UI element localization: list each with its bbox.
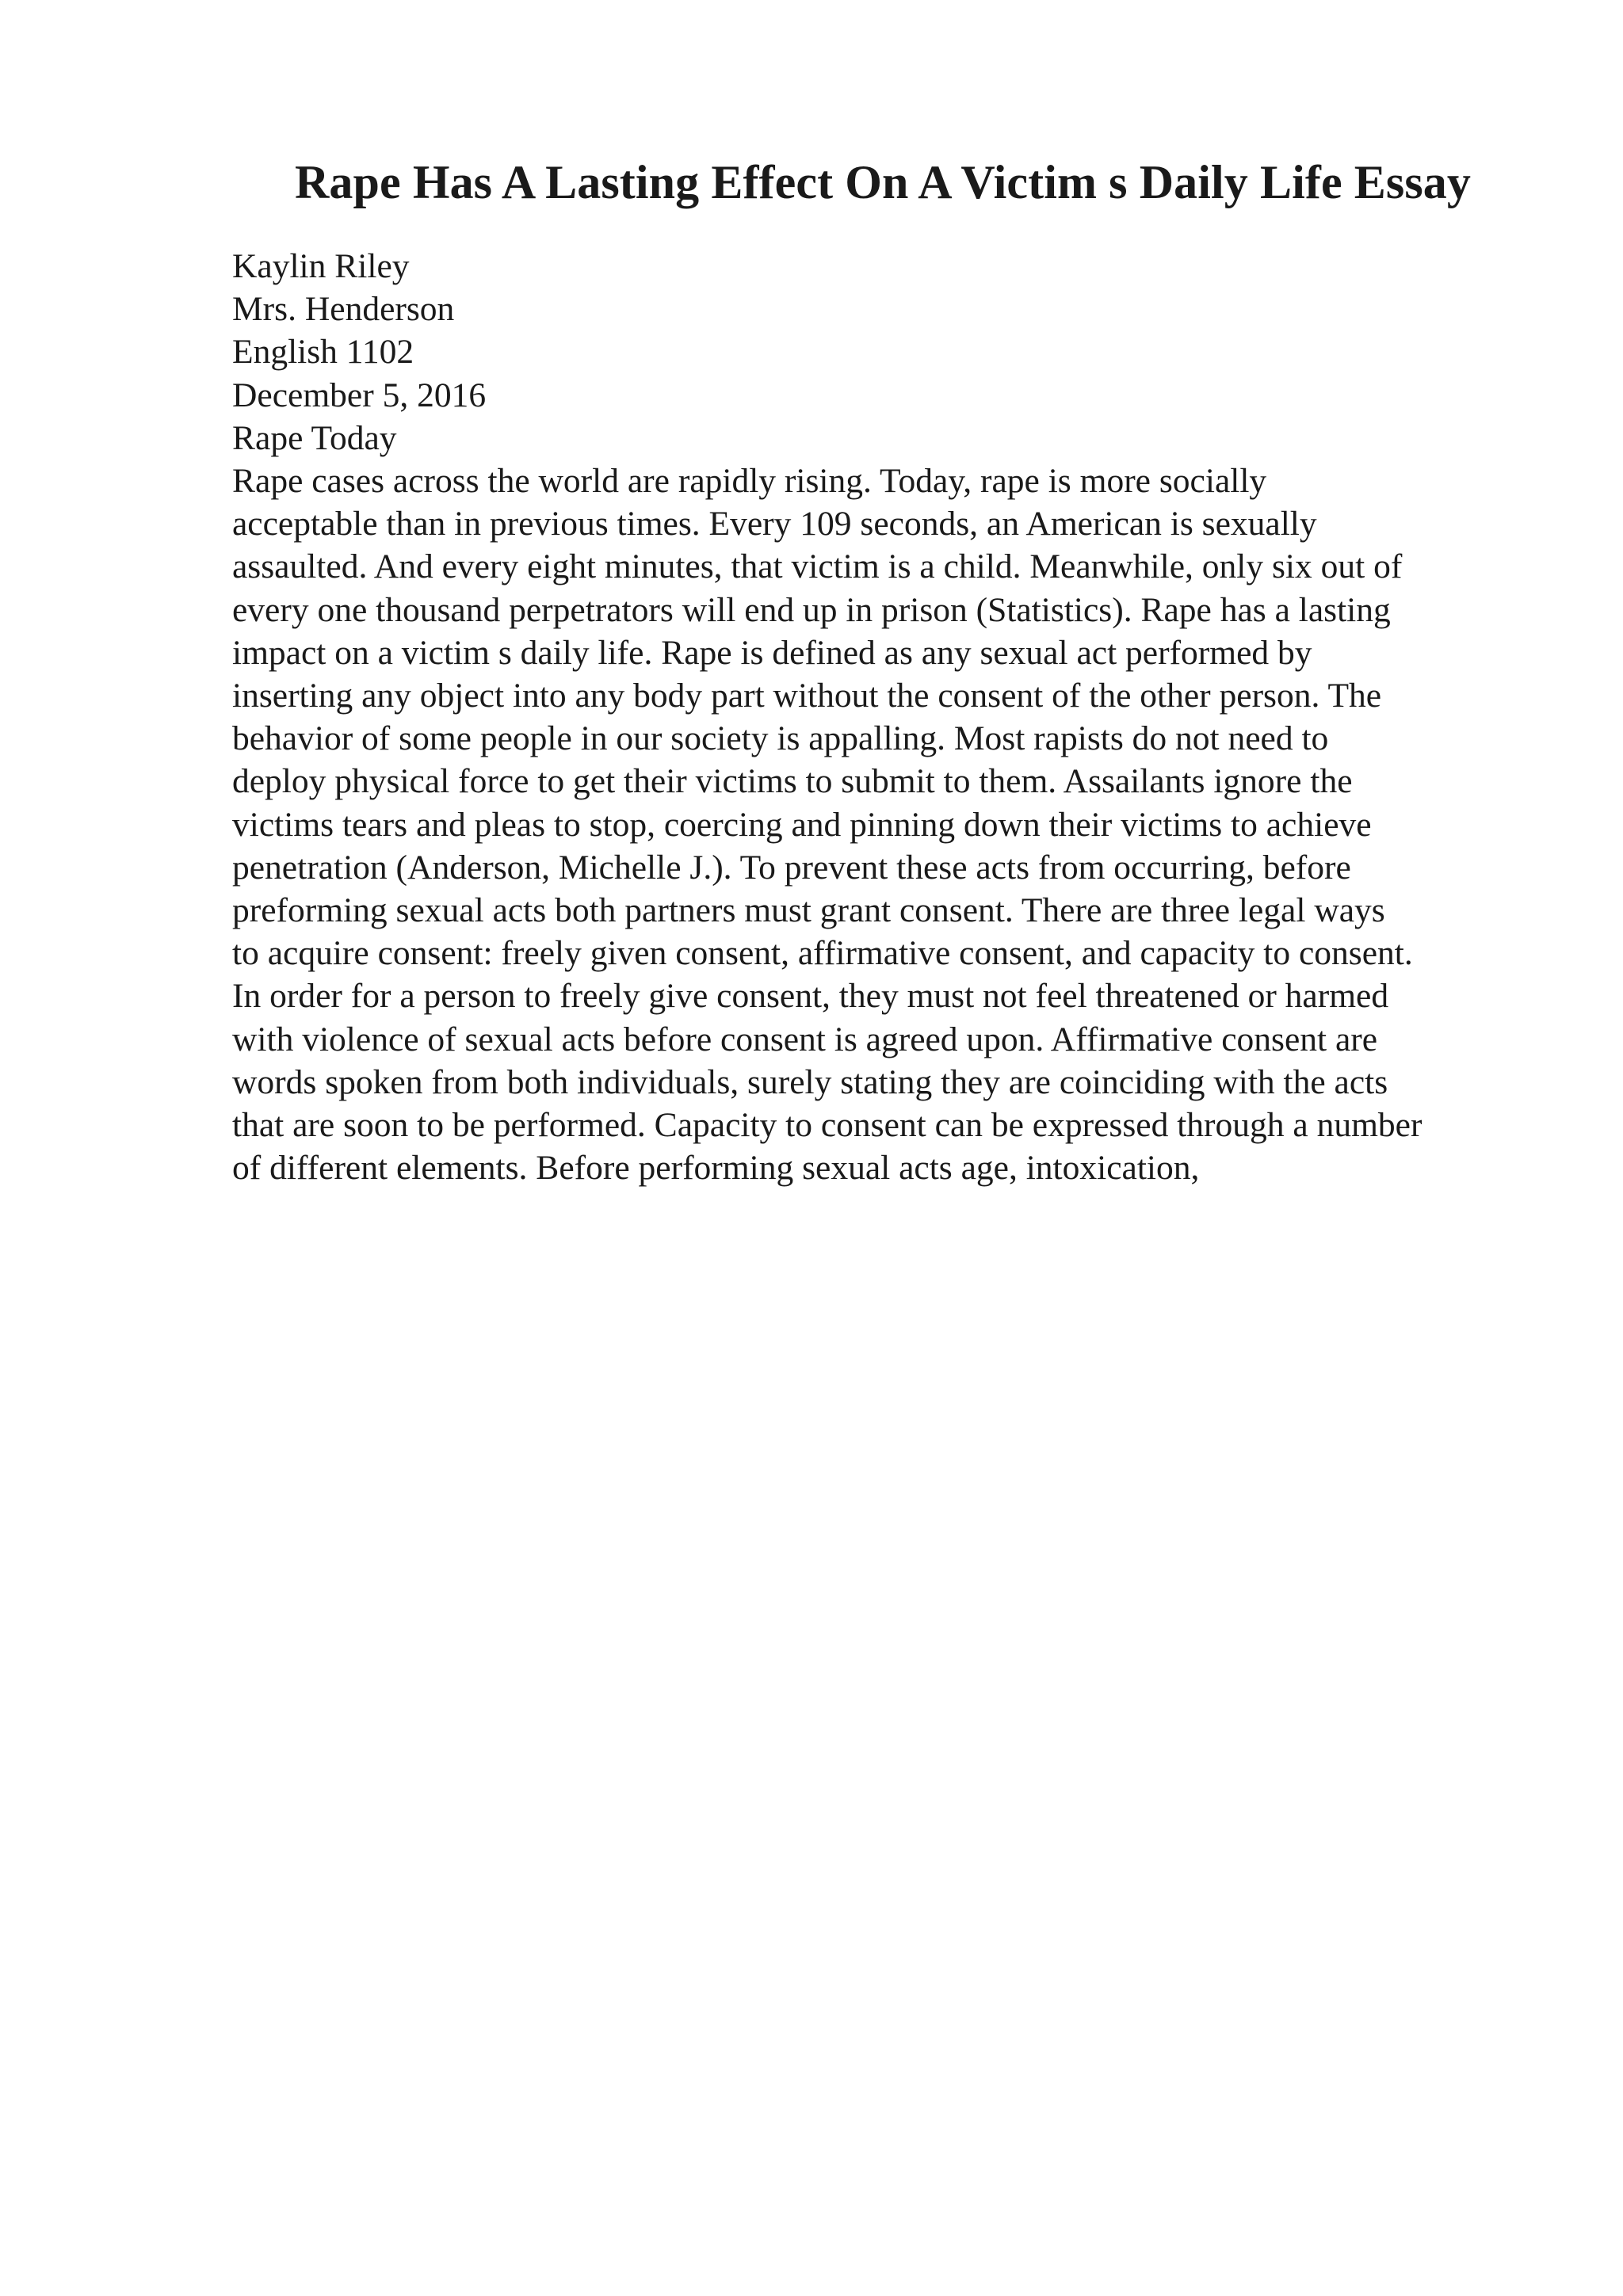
- body-line: inserting any object into any body part without the consent of the other person. The: [232, 677, 1382, 715]
- body-line: to acquire consent: freely given consent, affirmative consent, and capacity to consent.: [232, 934, 1413, 973]
- body-line: of different elements. Before performing sexual acts age, intoxication,: [232, 1149, 1200, 1188]
- body-line: acceptable than in previous times. Every 109 seconds, an American is sexually: [232, 505, 1317, 543]
- body-line: assaulted. And every eight minutes, that victim is a child. Meanwhile, only six out of: [232, 547, 1403, 586]
- instructor-line: Mrs. Henderson: [232, 290, 455, 329]
- body-line: behavior of some people in our society is appalling. Most rapists do not need to: [232, 719, 1329, 758]
- body-line: words spoken from both individuals, surely stating they are coinciding with the acts: [232, 1062, 1388, 1101]
- body-line: deploy physical force to get their victims to submit to them. Assailants ignore the: [232, 762, 1353, 801]
- course-line: English 1102: [232, 333, 414, 372]
- body-line: every one thousand perpetrators will end up in prison (Statistics). Rape has a lasting: [232, 590, 1391, 629]
- document-title: Rape Has A Lasting Effect On A Victim s Daily Life Essay: [294, 156, 1471, 208]
- body-line: with violence of sexual acts before consent is agreed upon. Affirmative consent are: [232, 1020, 1378, 1058]
- body-line: impact on a victim s daily life. Rape is defined as any sexual act performed by: [232, 633, 1312, 672]
- body-line: that are soon to be performed. Capacity to consent can be expressed through a number: [232, 1106, 1423, 1145]
- essay-title-line: Rape Today: [232, 418, 397, 457]
- body-line: penetration (Anderson, Michelle J.). To prevent these acts from occurring, before: [232, 848, 1351, 887]
- body-line: In order for a person to freely give consent, they must not feel threatened or harmed: [232, 977, 1389, 1016]
- document-body: [232, 245, 1532, 1189]
- date-line: December 5, 2016: [232, 376, 487, 414]
- body-line: preforming sexual acts both partners must grant consent. There are three legal ways: [232, 891, 1385, 930]
- body-line: victims tears and pleas to stop, coercing and pinning down their victims to achieve: [232, 805, 1372, 844]
- author-line: Kaylin Riley: [232, 247, 410, 285]
- essay-paragraph: [232, 460, 1532, 1189]
- body-line: Rape cases across the world are rapidly rising. Today, rape is more socially: [232, 462, 1267, 501]
